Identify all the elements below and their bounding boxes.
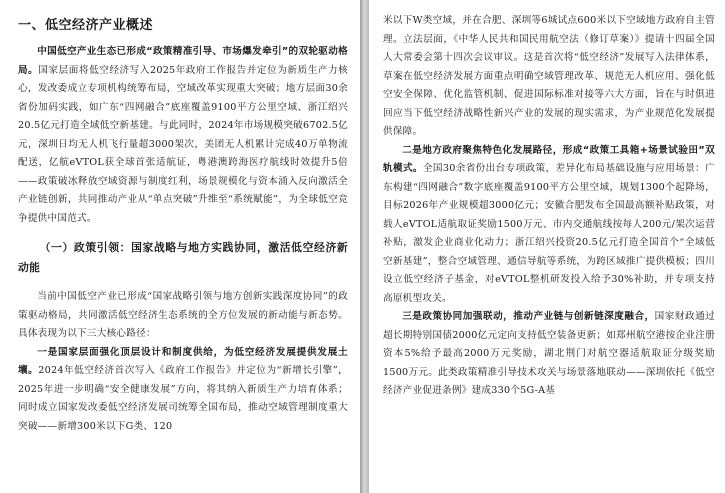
subsection-intro: 当前中国低空产业已形成“国家战略引领与地方创新实践深度协同”的政策驱动格局，共同激活低空经济生态系统的全方位发展的新动能与新态势。具体表现为以下三大核心路径： — [18, 291, 348, 339]
item-two-paragraph — [383, 142, 715, 309]
page-gutter — [360, 0, 369, 493]
intro-body: 国家层面将低空经济写入2025年政府工作报告并定位为新质生产力核心，发改委成立专项机构统筹布局，空域改革实现重大突破；地方层面30余省份加码实践，如广东“四网融合”底座覆盖9100平方公里空域、浙江绍兴20.5亿元打造全域低空新基建。与此同时，2024年市场规模突破6702.5亿元，深圳日均无人机飞行量超3000架次，美团无人机累计完成40万单物流配送，亿航eVTOL获全球首张适航证，粤港澳跨海医疗航线时效提升5倍——政策破冰释放空域资源与制度红利，场景规模化与资本涌入反向激活全产业链创新，共同推动产业从“单点突破”升维至“系统赋能”，为全球低空竞争提供中国范式。 — [18, 64, 348, 224]
subsection-title: （一）政策引领：国家战略与地方实践协同，激活低空经济新动能 — [18, 241, 348, 274]
item-one-paragraph — [18, 344, 348, 437]
item-three-bold-lead: 三是政策协同加强联动，推动产业链与创新链深度融合， — [402, 311, 655, 322]
item-two-body: 全国30余省份出台专项政策，差异化布局基础设施与应用场景：广东构建“四网融合”数字底座覆盖9100平方公里空域，规划1300个起降场，目标2026年产业规模超3000亿元；安徽合肥发布全国最高额补贴政策，对载人eVTOL适航取证奖励1500万元、市内交通航线按每人200元/架次运营补贴，激发企业商业化动力；浙江绍兴投资20.5亿元打造全国首个“全域低空新基建”，整合空域管理、通信导航等系统，为跨区域推广提供模板；四川设立低空经济子基金，对eVTOL整机研发投入给予30%补助，并专项支持高原机型攻关。 — [383, 163, 715, 304]
item-three-body: 国家财政通过超长期特别国债2000亿元定向支持低空装备更新；如郑州航空港按企业注册资本5%给予最高2000万元奖励，湖北荆门对航空器适航取证分级奖励1500万元。此类政策精准引导技术攻关与场景落地联动——深圳依托《低空经济产业促进条例》建成330个5G-A基 — [383, 311, 716, 396]
section-title: 一、低空经济产业概述 — [18, 18, 154, 33]
item-one-body: 2024年低空经济首次写入《政府工作报告》并定位为“新增长引擎”，2025年进一步明确“安全健康发展”方向，将其纳入新质生产力培育体系；同时成立国家发改委低空经济发展司统筹全国布局，推动空域管理制度重大突破——新增300米以下G类、120 — [18, 365, 348, 432]
left-page — [0, 0, 360, 493]
continuation-paragraph: 米以下W类空域，并在合肥、深圳等6城试点600米以下空域地方政府自主管理。立法层面，《中华人民共和国民用航空法（修订草案）》提请十四届全国人大常委会第十四次会议审议。这是首次将“低空经济”发展写入法律体系，草案在低空经济发展方面重点明确空域管理改革、规范无人机应用、强化低空安全保障、优化监管机制、促进国际标准对接等六大方面，旨在与时俱进回应当下低空经济战略性新兴产业的发展的现实需求，为产业规范化发展提供保障。 — [383, 15, 715, 137]
item-three-paragraph — [383, 308, 715, 401]
intro-paragraph — [18, 43, 348, 228]
right-page — [369, 0, 725, 493]
intro-bold-lead: 中国低空产业生态已形成“政策精准引导、市场爆发牵引”的双轮驱动格局。 — [18, 46, 348, 76]
item-two-bold-lead: 二是地方政府聚焦特色化发展路径，形成“政策工具箱+场景试验田”双轨模式。 — [383, 144, 715, 174]
item-one-bold-lead: 一是国家层面强化顶层设计和制度供给，为低空经济发展提供发展土壤。 — [18, 346, 348, 376]
